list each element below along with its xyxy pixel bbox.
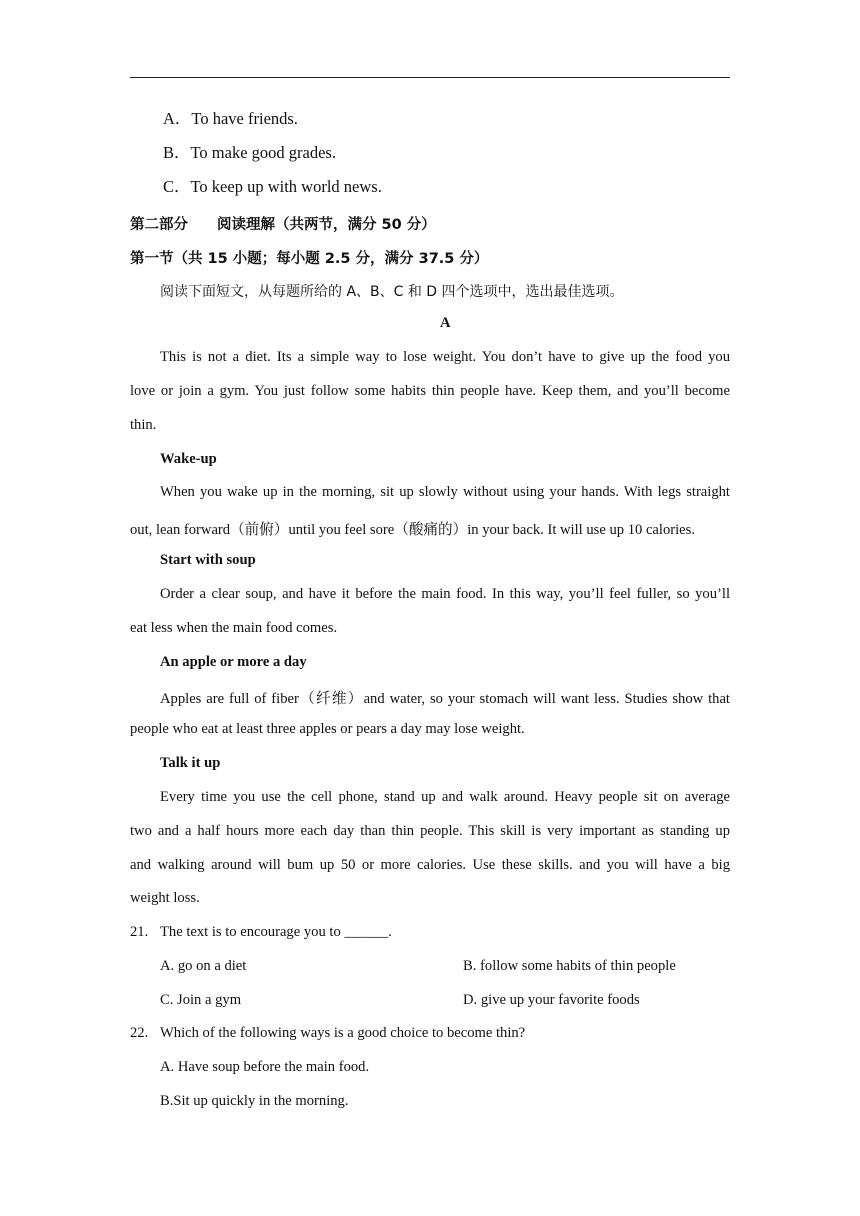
subheading-apple: An apple or more a day: [160, 654, 307, 670]
question-21-option-a: A. go on a diet: [160, 958, 247, 974]
intro-line-1: This is not a diet. Its a simple way to lose weight. You don’t have to give up the food you: [160, 349, 730, 365]
passage-label: A: [440, 315, 451, 331]
soup-line-1: Order a clear soup, and have it before the main food. In this way, you’ll feel fuller, so you’ll: [160, 586, 730, 602]
question-22-stem: Which of the following ways is a good choice to become thin?: [160, 1025, 526, 1041]
section-heading: 第一节（共 15 小题；每小题 2.5 分，满分 37.5 分）: [130, 251, 489, 267]
intro-line-3: thin.: [130, 417, 157, 433]
question-22-option-b: B.Sit up quickly in the morning.: [160, 1093, 349, 1109]
instruction: 阅读下面短文，从每题所给的 A、B、C 和 D 四个选项中，选出最佳选项。: [160, 284, 624, 300]
question-21-option-d: D. give up your favorite foods: [463, 992, 640, 1008]
apple-line-1: Apples are full of fiber（纤维）and water, so your stomach will want less. Studies show that: [160, 691, 730, 707]
question-21-stem: The text is to encourage you to ______.: [160, 924, 392, 940]
question-22-number: 22.: [130, 1025, 149, 1041]
question-21-option-c: C. Join a gym: [160, 992, 242, 1008]
prev-option-b: B．To make good grades.: [163, 143, 336, 162]
talk-line-2: two and a half hours more each day than thin people. This skill is very important as standing up: [130, 823, 730, 839]
question-21-option-b: B. follow some habits of thin people: [463, 958, 676, 974]
prev-option-a: A．To have friends.: [163, 109, 298, 128]
soup-line-2: eat less when the main food comes.: [130, 620, 338, 636]
wake-line-2: out, lean forward（前俯）until you feel sore（酸痛的）in your back. It will use up 10 calories.: [130, 522, 695, 538]
subheading-wake-up: Wake-up: [160, 451, 217, 467]
question-22-option-a: A. Have soup before the main food.: [160, 1059, 370, 1075]
header-rule: [130, 77, 730, 78]
part-heading: 第二部分 阅读理解（共两节，满分 50 分）: [130, 217, 436, 233]
question-21-number: 21.: [130, 924, 149, 940]
talk-line-1: Every time you use the cell phone, stand up and walk around. Heavy people sit on average: [160, 789, 730, 805]
talk-line-3: and walking around will bum up 50 or more calories. Use these skills. and you will have a big: [130, 857, 730, 873]
apple-line-2: people who eat at least three apples or pears a day may lose weight.: [130, 721, 525, 737]
intro-line-2: love or join a gym. You just follow some habits thin people have. Keep them, and you’ll become: [130, 383, 730, 399]
subheading-talk: Talk it up: [160, 755, 221, 771]
subheading-soup: Start with soup: [160, 552, 256, 568]
talk-line-4: weight loss.: [130, 890, 200, 906]
prev-option-c: C．To keep up with world news.: [163, 177, 382, 196]
wake-line-1: When you wake up in the morning, sit up slowly without using your hands. With legs straight: [160, 484, 730, 500]
